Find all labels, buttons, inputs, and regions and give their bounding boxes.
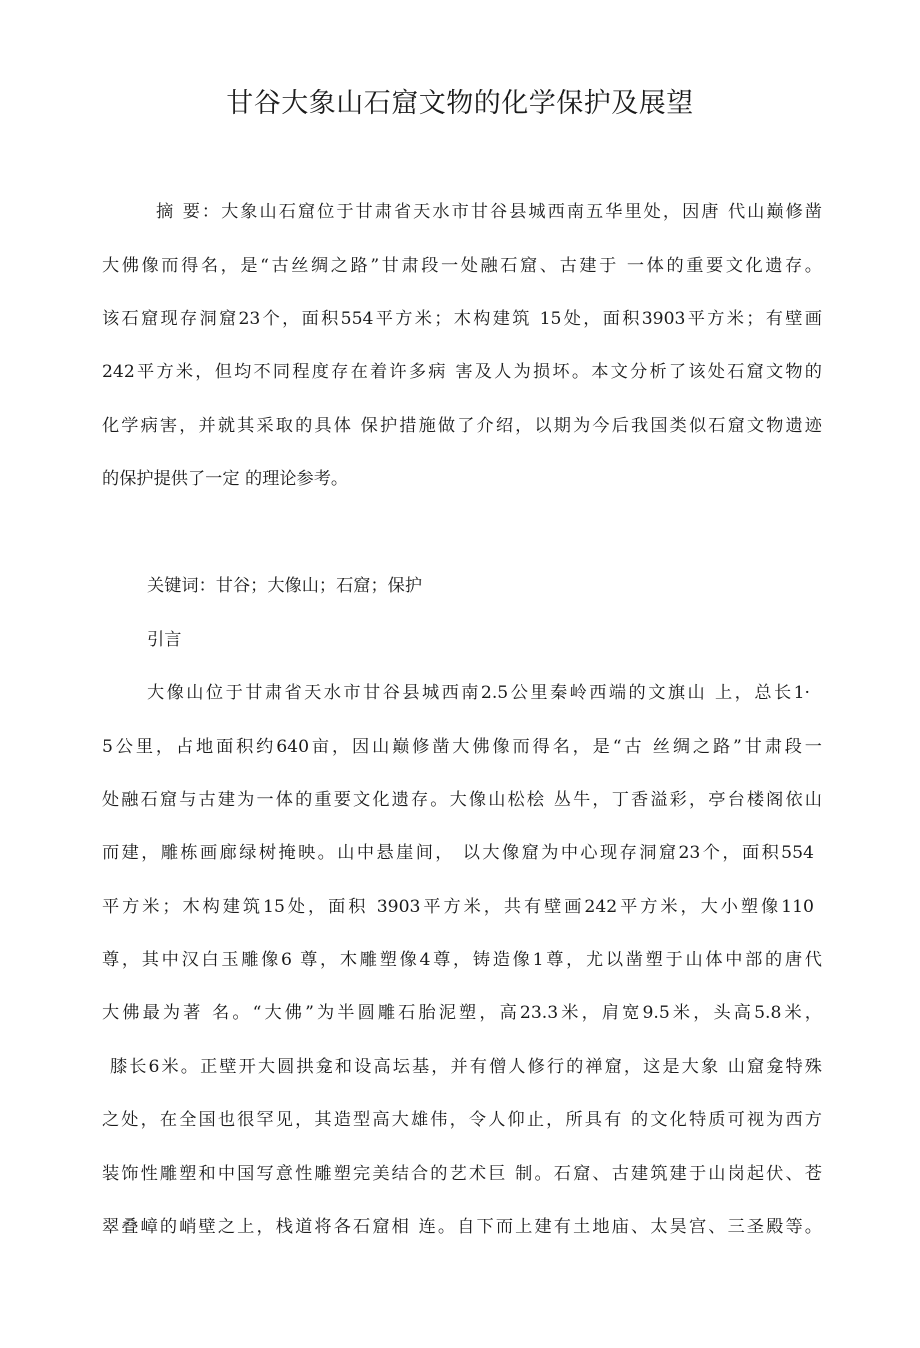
- body-line: 处融石窟与古建为一体的重要文化遗存。大像山松桧 丛牛，丁香溢彩，亭台楼阁依山: [102, 790, 822, 810]
- abstract-line: 该石窟现存洞窟23个，面积554平方米；木构建筑 15处，面积3903平方米；有壁画: [102, 309, 822, 329]
- body-line: 膝长6米。正壁开大圆拱龛和设高坛基，并有僧人修行的禅窟，这是大象 山窟龛特殊: [110, 1057, 822, 1077]
- body-line: 尊，其中汉白玉雕像6 尊，木雕塑像4尊，铸造像1尊，尤以凿塑于山体中部的唐代: [102, 950, 822, 970]
- abstract-line: 的保护提供了一定 的理论参考。: [102, 469, 349, 489]
- body-line: 平方米；木构建筑15处，面积 3903平方米，共有壁画242平方米，大小塑像110: [102, 897, 814, 917]
- body-line: 而建，雕栋画廊绿树掩映。山中悬崖间， 以大像窟为中心现存洞窟23个，面积554: [102, 843, 814, 863]
- body-line: 5公里，占地面积约640亩，因山巅修凿大佛像而得名，是“古 丝绸之路”甘肃段一: [102, 737, 822, 757]
- section-heading-intro: 引言: [147, 630, 182, 650]
- abstract-line: 化学病害，并就其采取的具体 保护措施做了介绍，以期为今后我国类似石窟文物遗迹: [102, 416, 822, 436]
- abstract-line: 大佛像而得名，是“古丝绸之路”甘肃段一处融石窟、古建于 一体的重要文化遗存。: [102, 256, 822, 276]
- body-line: 之处，在全国也很罕见，其造型高大雄伟，令人仰止，所具有 的文化特质可视为西方: [102, 1110, 822, 1130]
- body-line: 大像山位于甘肃省天水市甘谷县城西南2.5公里秦岭西端的文旗山 上，总长1·: [147, 683, 810, 703]
- abstract-line: 242平方米，但均不同程度存在着许多病 害及人为损坏。本文分析了该处石窟文物的: [102, 362, 822, 382]
- keywords: 关键词：甘谷；大像山；石窟；保护: [147, 576, 423, 596]
- abstract-line: 摘 要：大象山石窟位于甘肃省天水市甘谷县城西南五华里处，因唐 代山巅修凿: [156, 202, 822, 222]
- body-line: 装饰性雕塑和中国写意性雕塑完美结合的艺术巨 制。石窟、古建筑建于山岗起伏、苍: [102, 1164, 822, 1184]
- body-line: 大佛最为著 名。“大佛”为半圆雕石胎泥塑，高23.3米，肩宽9.5米，头高5.8米，: [102, 1003, 822, 1023]
- document-title: 甘谷大象山石窟文物的化学保护及展望: [226, 88, 694, 119]
- body-line: 翠叠嶂的峭壁之上，栈道将各石窟相 连。自下而上建有土地庙、太昊宫、三圣殿等。: [102, 1217, 822, 1237]
